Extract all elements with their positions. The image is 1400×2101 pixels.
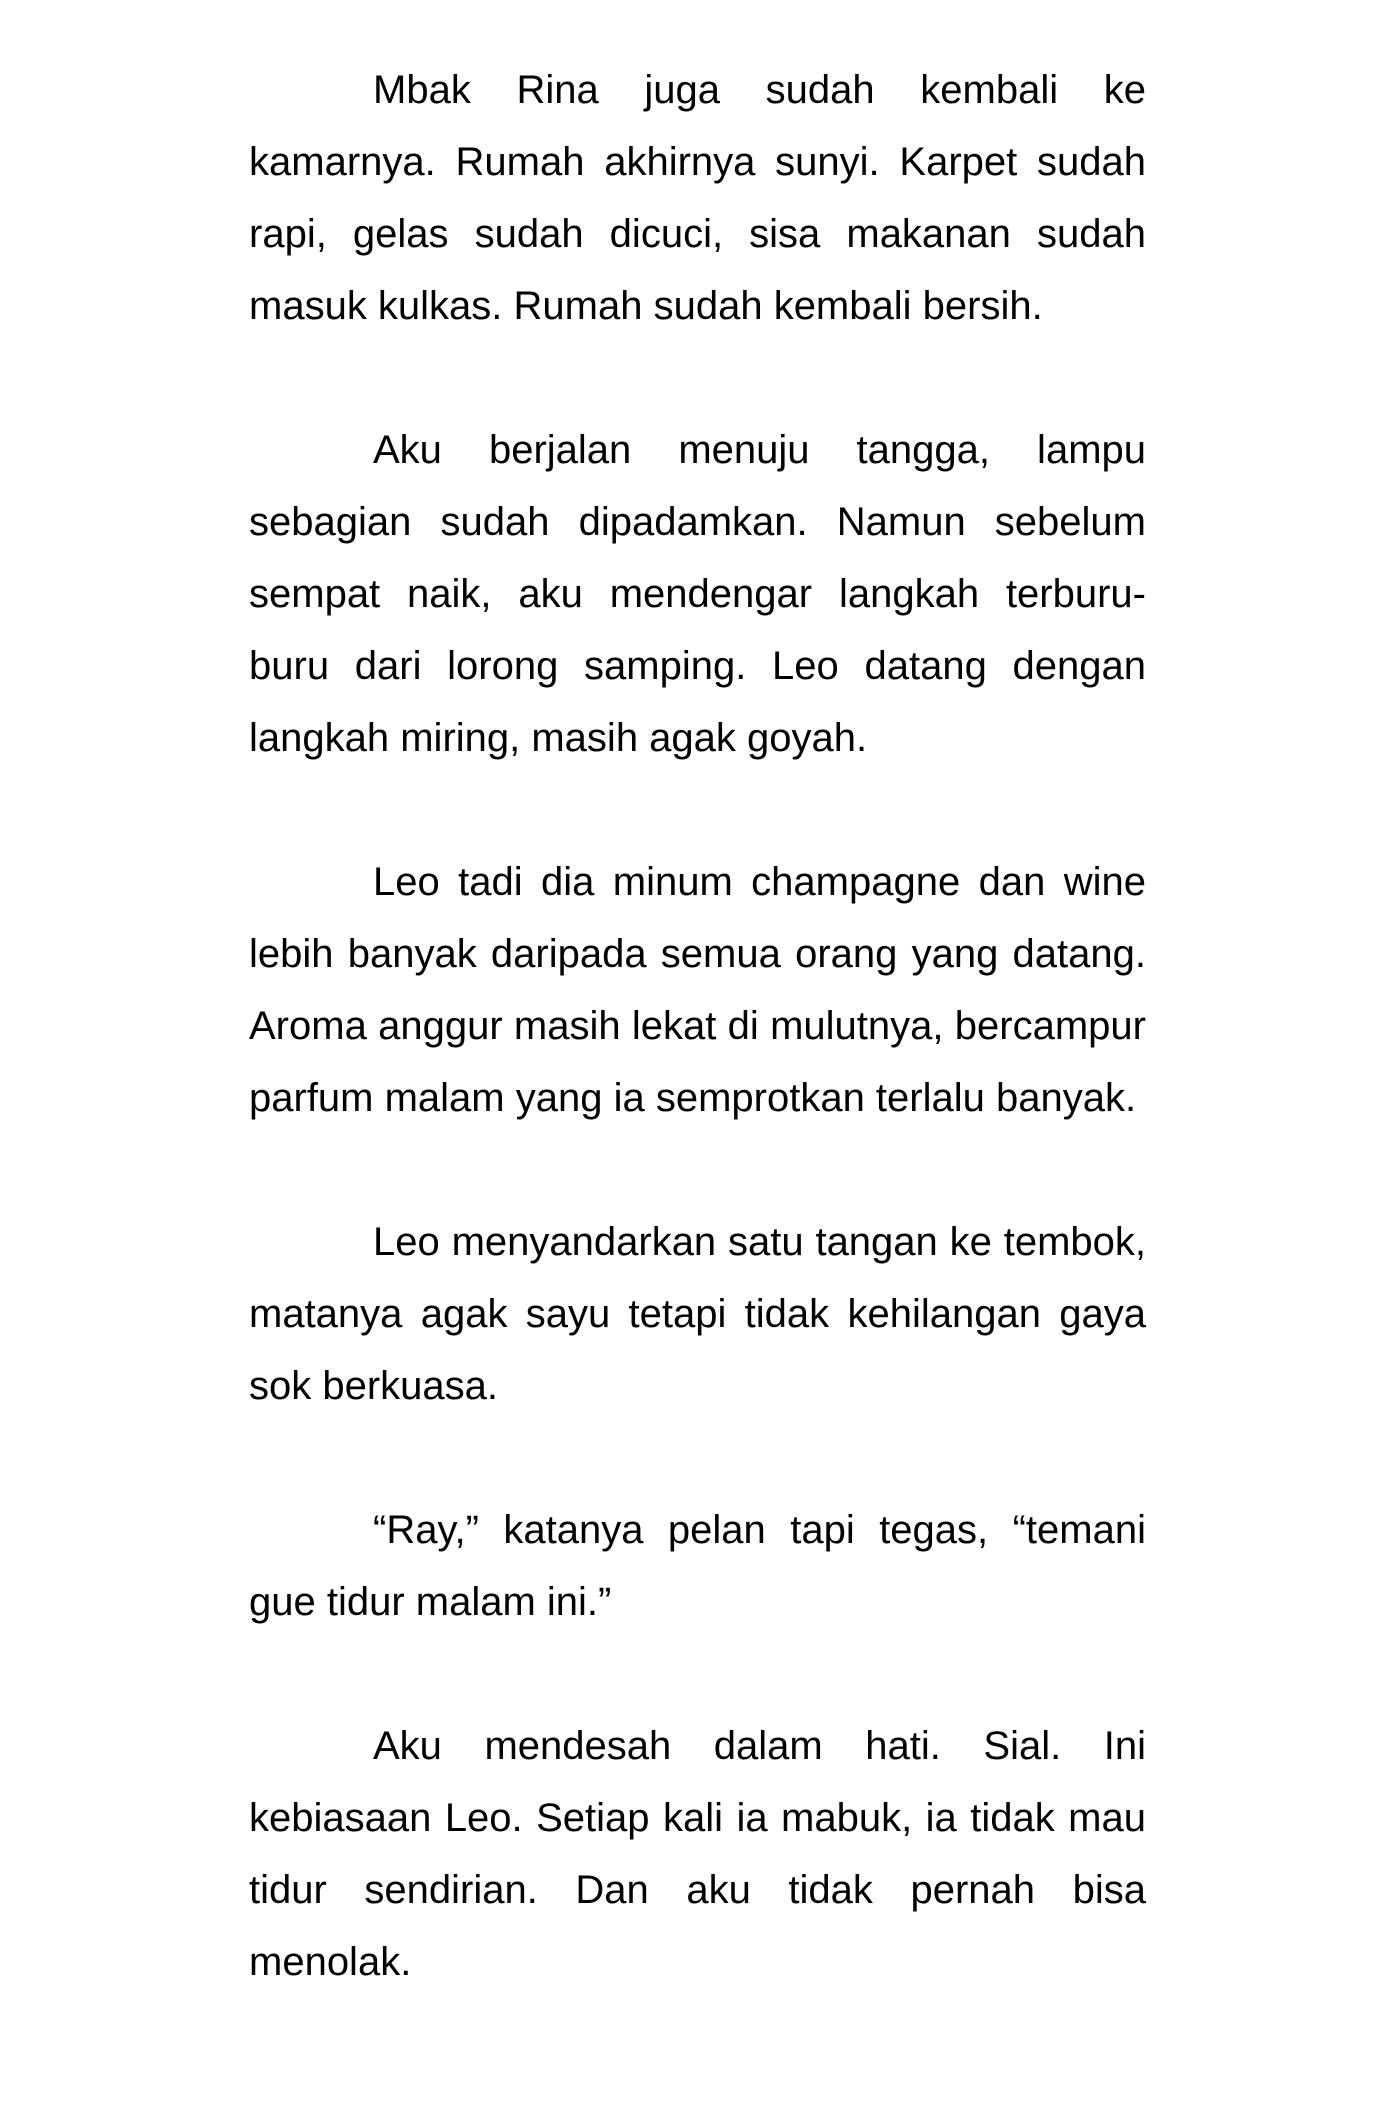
paragraph-6: Aku mendesah dalam hati. Sial. Ini kebiasaan Leo. Setiap kali ia mabuk, ia tidak mau tidur sendirian. Dan aku tidak pernah bisa menolak. bbox=[249, 1724, 1146, 1984]
paragraph-1: Mbak Rina juga sudah kembali ke kamarnya. Rumah akhirnya sunyi. Karpet sudah rapi, gelas sudah dicuci, sisa makanan sudah masuk kulkas. Rumah sudah kembali bersih. bbox=[249, 68, 1146, 328]
paragraph-2: Aku berjalan menuju tangga, lampu sebagian sudah dipadamkan. Namun sebelum sempat naik, aku mendengar langkah terburu-buru dari lorong samping. Leo datang dengan langkah miring, masih agak goyah. bbox=[249, 428, 1146, 760]
paragraph-5: “Ray,” katanya pelan tapi tegas, “temani gue tidur malam ini.” bbox=[249, 1508, 1146, 1624]
document-page bbox=[249, 54, 1146, 1998]
paragraph-3: Leo tadi dia minum champagne dan wine lebih banyak daripada semua orang yang datang. Aroma anggur masih lekat di mulutnya, bercampur parfum malam yang ia semprotkan terlalu banyak. bbox=[249, 860, 1146, 1120]
paragraph-4: Leo menyandarkan satu tangan ke tembok, matanya agak sayu tetapi tidak kehilangan gaya sok berkuasa. bbox=[249, 1220, 1146, 1408]
